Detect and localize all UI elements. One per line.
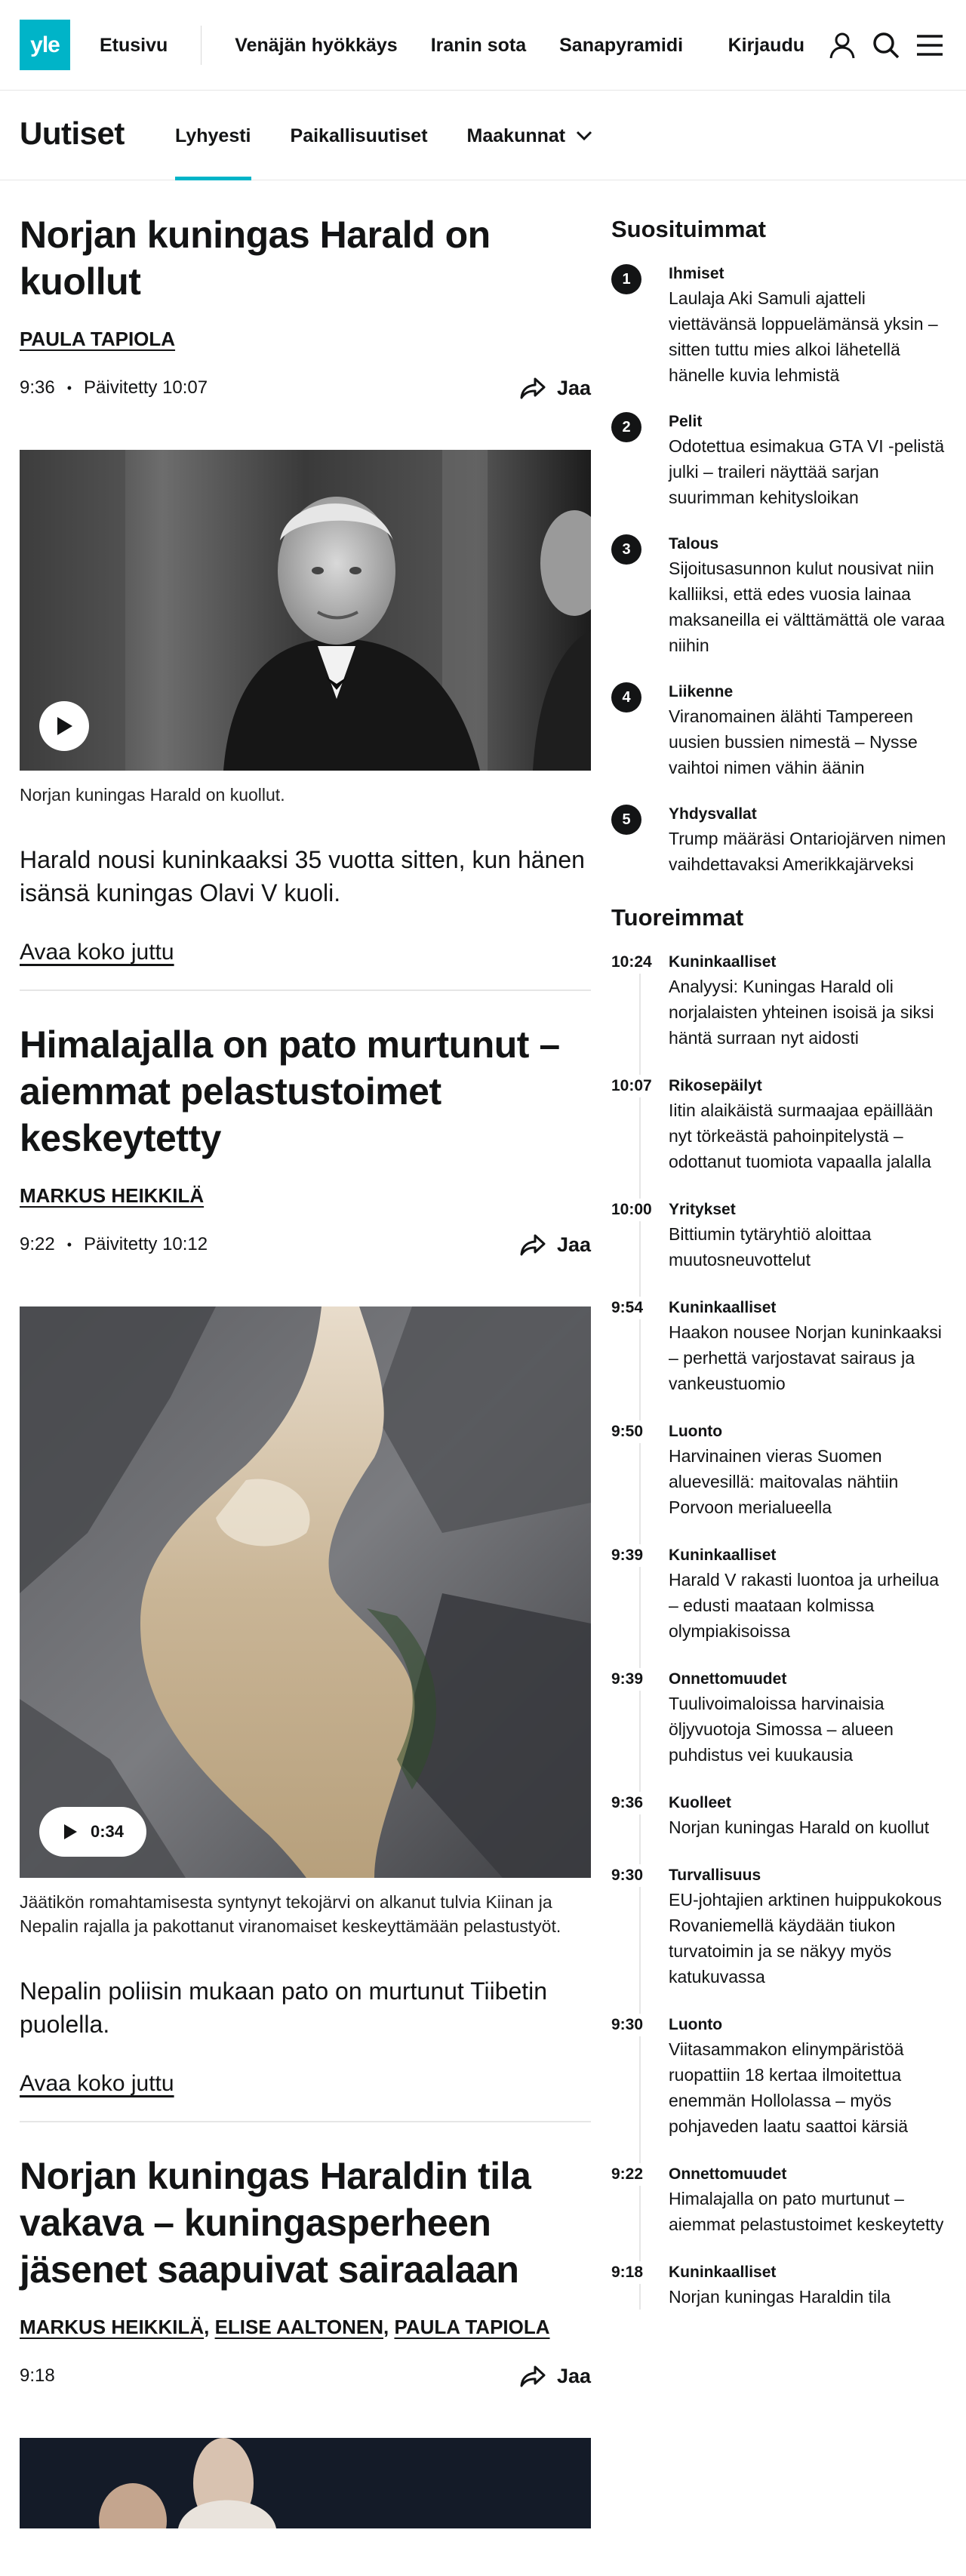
item-title[interactable]: Odotettua esimakua GTA VI -pelistä julki – traileri näyttää sarjan suurimman kehitysloikan <box>669 436 945 507</box>
publish-time: 9:36 <box>20 377 55 398</box>
meta-separator: • <box>66 380 72 395</box>
play-button[interactable] <box>39 701 89 751</box>
item-title[interactable]: Iitin alaikäistä surmaajaa epäillään nyt törkeästä pahoinpitelystä – odottanut tuomiota vapaalla jalalla <box>669 1100 934 1171</box>
nav-etusivu[interactable]: Etusivu <box>100 34 168 56</box>
item-title[interactable]: Norjan kuningas Haraldin tila <box>669 2287 891 2307</box>
media-caption: Norjan kuningas Harald on kuollut. <box>20 785 285 805</box>
item-category: Onnettomuudet <box>669 2165 787 2183</box>
item-title[interactable]: EU-johtajien arktinen huippukokous Rovaniemellä käydään tiukon turvatoimin ja se näkyy myös katukuvassa <box>669 1890 942 1987</box>
article-video[interactable] <box>20 450 591 771</box>
article-title[interactable]: Norjan kuningas Harald on kuollut <box>20 214 491 303</box>
item-category: Talous <box>669 535 719 552</box>
latest-item[interactable] <box>611 1075 946 1174</box>
item-category: Kuolleet <box>669 1794 731 1811</box>
share-label: Jaa <box>556 376 591 399</box>
item-title[interactable]: Analyysi: Kuningas Harald oli norjalaisten yhteinen isoisä ja siksi häntä surraan nyt aidosti <box>669 977 934 1048</box>
item-title[interactable]: Viranomainen älähti Tampereen uusien bussien nimestä – Nysse vaihtoi nimen vähin äänin <box>669 706 918 777</box>
author-separator: , <box>204 2316 215 2338</box>
latest-item[interactable] <box>611 951 946 1051</box>
item-category: Pelit <box>669 413 703 430</box>
tab-lyhyesti[interactable] <box>175 91 251 180</box>
play-button[interactable] <box>39 1807 146 1857</box>
share-icon <box>519 1233 546 1256</box>
item-title[interactable]: Himalajalla on pato murtunut – aiemmat pelastustoimet keskeytetty <box>669 2189 944 2234</box>
item-title[interactable]: Bittiumin tytäryhtiö aloittaa muutosneuvottelut <box>669 1224 872 1270</box>
tab-maakunnat[interactable] <box>467 91 593 180</box>
item-category: Kuninkaalliset <box>669 1547 777 1564</box>
article-meta <box>20 1228 591 1261</box>
search-icon[interactable] <box>869 29 903 62</box>
rank-badge: 4 <box>611 682 641 712</box>
item-category: Kuninkaalliset <box>669 2264 777 2281</box>
latest-item[interactable] <box>611 1199 946 1273</box>
latest-item[interactable] <box>611 1297 946 1396</box>
item-category: Liikenne <box>669 683 734 700</box>
item-category: Kuninkaalliset <box>669 953 777 971</box>
publish-time: 9:22 <box>20 1234 55 1254</box>
menu-icon[interactable] <box>913 29 946 62</box>
popular-item[interactable] <box>611 263 946 388</box>
latest-list <box>611 951 946 2310</box>
item-time: 9:50 <box>611 1420 669 1443</box>
main-nav <box>100 0 716 91</box>
item-time: 9:39 <box>611 1544 669 1567</box>
sidebar <box>611 181 946 2334</box>
article-authors <box>20 2314 591 2340</box>
article-card <box>20 2153 591 2528</box>
item-title[interactable]: Harald V rakasti luontoa ja urheilua – edusti maataan kolmissa olympiakisoissa <box>669 1570 939 1641</box>
updated-time: Päivitetty 10:07 <box>84 377 208 398</box>
item-time: 9:30 <box>611 1864 669 1887</box>
tab-label: Paikallisuutiset <box>290 125 428 146</box>
author-link[interactable]: MARKUS HEIKKILÄ <box>20 1184 205 1207</box>
rank-badge: 3 <box>611 534 641 565</box>
item-time: 10:24 <box>611 951 669 974</box>
item-category: Yritykset <box>669 1201 736 1218</box>
item-title[interactable]: Tuulivoimaloissa harvinaisia öljyvuotoja Simossa – alueen puhdistus vei kuukausia <box>669 1694 894 1765</box>
item-time: 9:18 <box>611 2261 669 2284</box>
item-time: 9:30 <box>611 2014 669 2036</box>
video-duration: 0:34 <box>91 1822 125 1841</box>
item-time: 9:54 <box>611 1297 669 1319</box>
nav-sanapyramidi[interactable]: Sanapyramidi <box>559 34 684 56</box>
chevron-down-icon <box>576 131 592 141</box>
section-header <box>0 91 966 180</box>
tab-label: Maakunnat <box>466 125 566 146</box>
nav-venajan-hyokkays[interactable]: Venäjän hyökkäys <box>235 34 398 56</box>
article-title[interactable]: Norjan kuningas Haraldin tila vakava – kuningasperheen jäsenet saapuivat sairaalaan <box>20 2155 531 2291</box>
section-tabs <box>175 91 632 180</box>
author-link[interactable]: PAULA TAPIOLA <box>394 2316 550 2338</box>
read-full-article-link[interactable]: Avaa koko juttu <box>20 940 174 965</box>
share-label: Jaa <box>556 1233 591 1256</box>
item-title[interactable]: Haakon nousee Norjan kuninkaaksi – perhettä varjostavat sairaus ja vankeustuomio <box>669 1322 942 1393</box>
item-title[interactable]: Norjan kuningas Harald on kuollut <box>669 1817 930 1837</box>
latest-heading: Tuoreimmat <box>611 904 744 931</box>
popular-list <box>611 263 946 877</box>
author-link[interactable]: MARKUS HEIKKILÄ <box>20 2316 205 2338</box>
read-full-article-link[interactable]: Avaa koko juttu <box>20 2071 174 2096</box>
latest-item[interactable] <box>611 2261 946 2310</box>
author-separator: , <box>383 2316 395 2338</box>
article-meta <box>20 2359 591 2393</box>
nav-iranin-sota[interactable]: Iranin sota <box>430 34 527 56</box>
popular-item[interactable] <box>611 681 946 780</box>
item-time: 9:36 <box>611 1792 669 1814</box>
play-icon <box>62 1823 78 1841</box>
share-label: Jaa <box>556 2364 591 2387</box>
article-authors <box>20 1183 591 1208</box>
tab-label: Lyhyesti <box>175 125 251 146</box>
article-video[interactable] <box>20 1306 591 1878</box>
author-link[interactable]: ELISE AALTONEN <box>214 2316 383 2338</box>
share-button[interactable] <box>519 371 591 405</box>
item-category: Turvallisuus <box>669 1867 761 1884</box>
rank-badge: 2 <box>611 412 641 442</box>
item-title[interactable]: Viitasammakon elinympäristöä ruopattiin 18 kertaa ilmoitettua enemmän Hollolassa – myös pohjaveden laatu saattoi kärsiä <box>669 2039 909 2136</box>
item-category: Rikosepäilyt <box>669 1077 762 1094</box>
item-time: 10:00 <box>611 1199 669 1221</box>
rank-badge: 5 <box>611 805 641 835</box>
latest-item[interactable] <box>611 2014 946 2139</box>
user-icon[interactable] <box>826 29 859 62</box>
article-authors <box>20 326 591 352</box>
item-title[interactable]: Trump määräsi Ontariojärven nimen vaihdettavaksi Amerikkajärveksi <box>669 829 946 874</box>
yle-logo[interactable] <box>20 20 70 70</box>
item-time: 9:39 <box>611 1668 669 1691</box>
play-icon <box>54 716 74 737</box>
item-category: Yhdysvallat <box>669 805 757 823</box>
item-category: Luonto <box>669 2016 723 2033</box>
latest-item[interactable] <box>611 1420 946 1520</box>
latest-item[interactable] <box>611 1544 946 1644</box>
item-category: Kuninkaalliset <box>669 1299 777 1316</box>
publish-time: 9:18 <box>20 2365 55 2386</box>
item-time: 9:22 <box>611 2163 669 2186</box>
logo-text: yle <box>30 32 60 57</box>
item-title[interactable]: Laulaja Aki Samuli ajatteli viettävänsä loppuelämänsä yksin – sitten tuttu mies alkoi lähetellä hänelle kuvia lehmistä <box>669 288 938 385</box>
tab-paikallisuutiset[interactable] <box>291 91 428 180</box>
item-category: Ihmiset <box>669 265 724 282</box>
section-title[interactable]: Uutiset <box>20 115 125 151</box>
latest-item[interactable] <box>611 2163 946 2237</box>
header-actions <box>728 0 946 91</box>
author-link[interactable]: PAULA TAPIOLA <box>20 328 176 350</box>
article-lead: Nepalin poliisin mukaan pato on murtunut Tiibetin puolella. <box>20 1977 548 2038</box>
latest-item[interactable] <box>611 1668 946 1768</box>
latest-item[interactable] <box>611 1864 946 1990</box>
article-card <box>20 211 591 991</box>
article-lead: Harald nousi kuninkaaksi 35 vuotta sitten, kun hänen isänsä kuningas Olavi V kuoli. <box>20 846 585 906</box>
share-button[interactable] <box>519 2359 591 2393</box>
popular-item[interactable] <box>611 411 946 510</box>
share-icon <box>519 377 546 399</box>
latest-item[interactable] <box>611 1792 946 1840</box>
popular-heading: Suosituimmat <box>611 216 766 242</box>
media-caption: Jäätikön romahtamisesta syntynyt tekojärvi on alkanut tulvia Kiinan ja Nepalin rajalla ja pakottanut viranomaiset keskeyttämään pelastustyöt. <box>20 1892 561 1936</box>
king-harald-photo <box>20 450 591 771</box>
nav-divider <box>201 26 202 65</box>
meta-separator: • <box>66 1236 72 1252</box>
share-button[interactable] <box>519 1228 591 1261</box>
item-category: Onnettomuudet <box>669 1670 787 1688</box>
item-title[interactable]: Harvinainen vieras Suomen aluevesillä: maitovalas nähtiin Porvoon merialueella <box>669 1446 899 1517</box>
article-meta <box>20 371 591 405</box>
rank-badge: 1 <box>611 264 641 294</box>
updated-time: Päivitetty 10:12 <box>84 1234 208 1254</box>
site-header <box>0 0 966 91</box>
item-title[interactable]: Sijoitusasunnon kulut nousivat niin kalliiksi, että edes vuosia lainaa maksaneilla ei välttämättä ole varaa niihin <box>669 559 945 655</box>
article-image[interactable] <box>20 2438 591 2528</box>
popular-item[interactable] <box>611 533 946 658</box>
login-link[interactable]: Kirjaudu <box>728 34 804 56</box>
share-icon <box>519 2365 546 2387</box>
popular-item[interactable] <box>611 803 946 877</box>
item-time: 10:07 <box>611 1075 669 1097</box>
article-title[interactable]: Himalajalla on pato murtunut – aiemmat pelastustoimet keskeytetty <box>20 1023 560 1159</box>
royal-family-photo <box>20 2438 591 2528</box>
glacier-lake-photo <box>20 1306 591 1878</box>
article-feed <box>20 181 591 2528</box>
article-card <box>20 1021 591 2122</box>
item-category: Luonto <box>669 1423 723 1440</box>
